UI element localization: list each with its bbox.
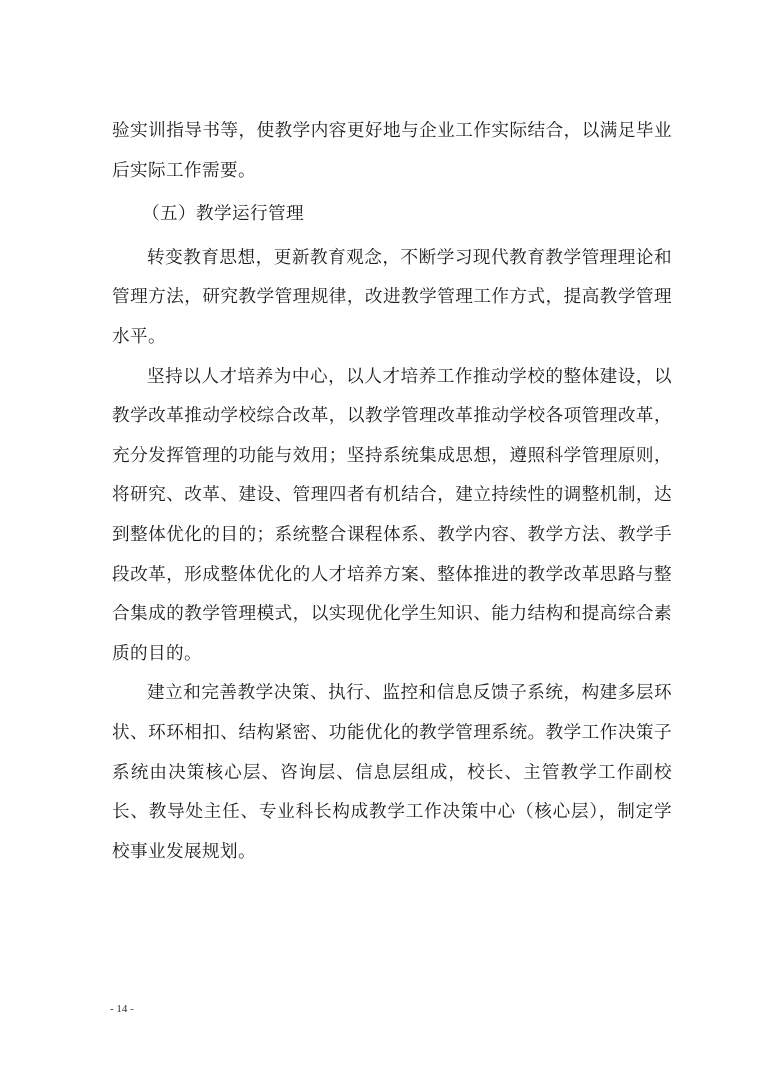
section-heading: （五）教学运行管理 <box>142 204 304 225</box>
paragraph-talent-cultivation: 坚持以人才培养为中心，以人才培养工作推动学校的整体建设，以教学改革推动学校综合改革，以教学管理改革推动学校各项管理改革，充分发挥管理的功能与效用；坚持系统集成思想，遵照科学管理原则，将研究、改革、建设、管理四者有机结合，建立持续性的调整机制，达到整体优化的目的；系统整合课程体系、教学内容、教学方法、教学手段改革，形成整体优化的人才培养方案、整体推进的教学改革思路与整合集成的教学管理模式，以实现优化学生知识、能力结构和提高综合素质的目的。 <box>112 366 672 664</box>
paragraph-decision-system: 建立和完善教学决策、执行、监控和信息反馈子系统，构建多层环状、环环相扣、结构紧密、功能优化的教学管理系统。教学工作决策子系统由决策核心层、咨询层、信息层组成，校长、主管教学工作副校长、教导处主任、专业科长构成教学工作决策中心（核心层），制定学校事业发展规划。 <box>112 683 672 862</box>
paragraph-continuation: 验实训指导书等，使教学内容更好地与企业工作实际结合，以满足毕业后实际工作需要。 <box>112 121 672 181</box>
page-number: - 14 - <box>110 1003 134 1015</box>
paragraph-education-thought: 转变教育思想，更新教育观念，不断学习现代教育教学管理理论和管理方法，研究教学管理规律，改进教学管理工作方式，提高教学管理水平。 <box>112 247 672 347</box>
document-body <box>112 112 672 872</box>
